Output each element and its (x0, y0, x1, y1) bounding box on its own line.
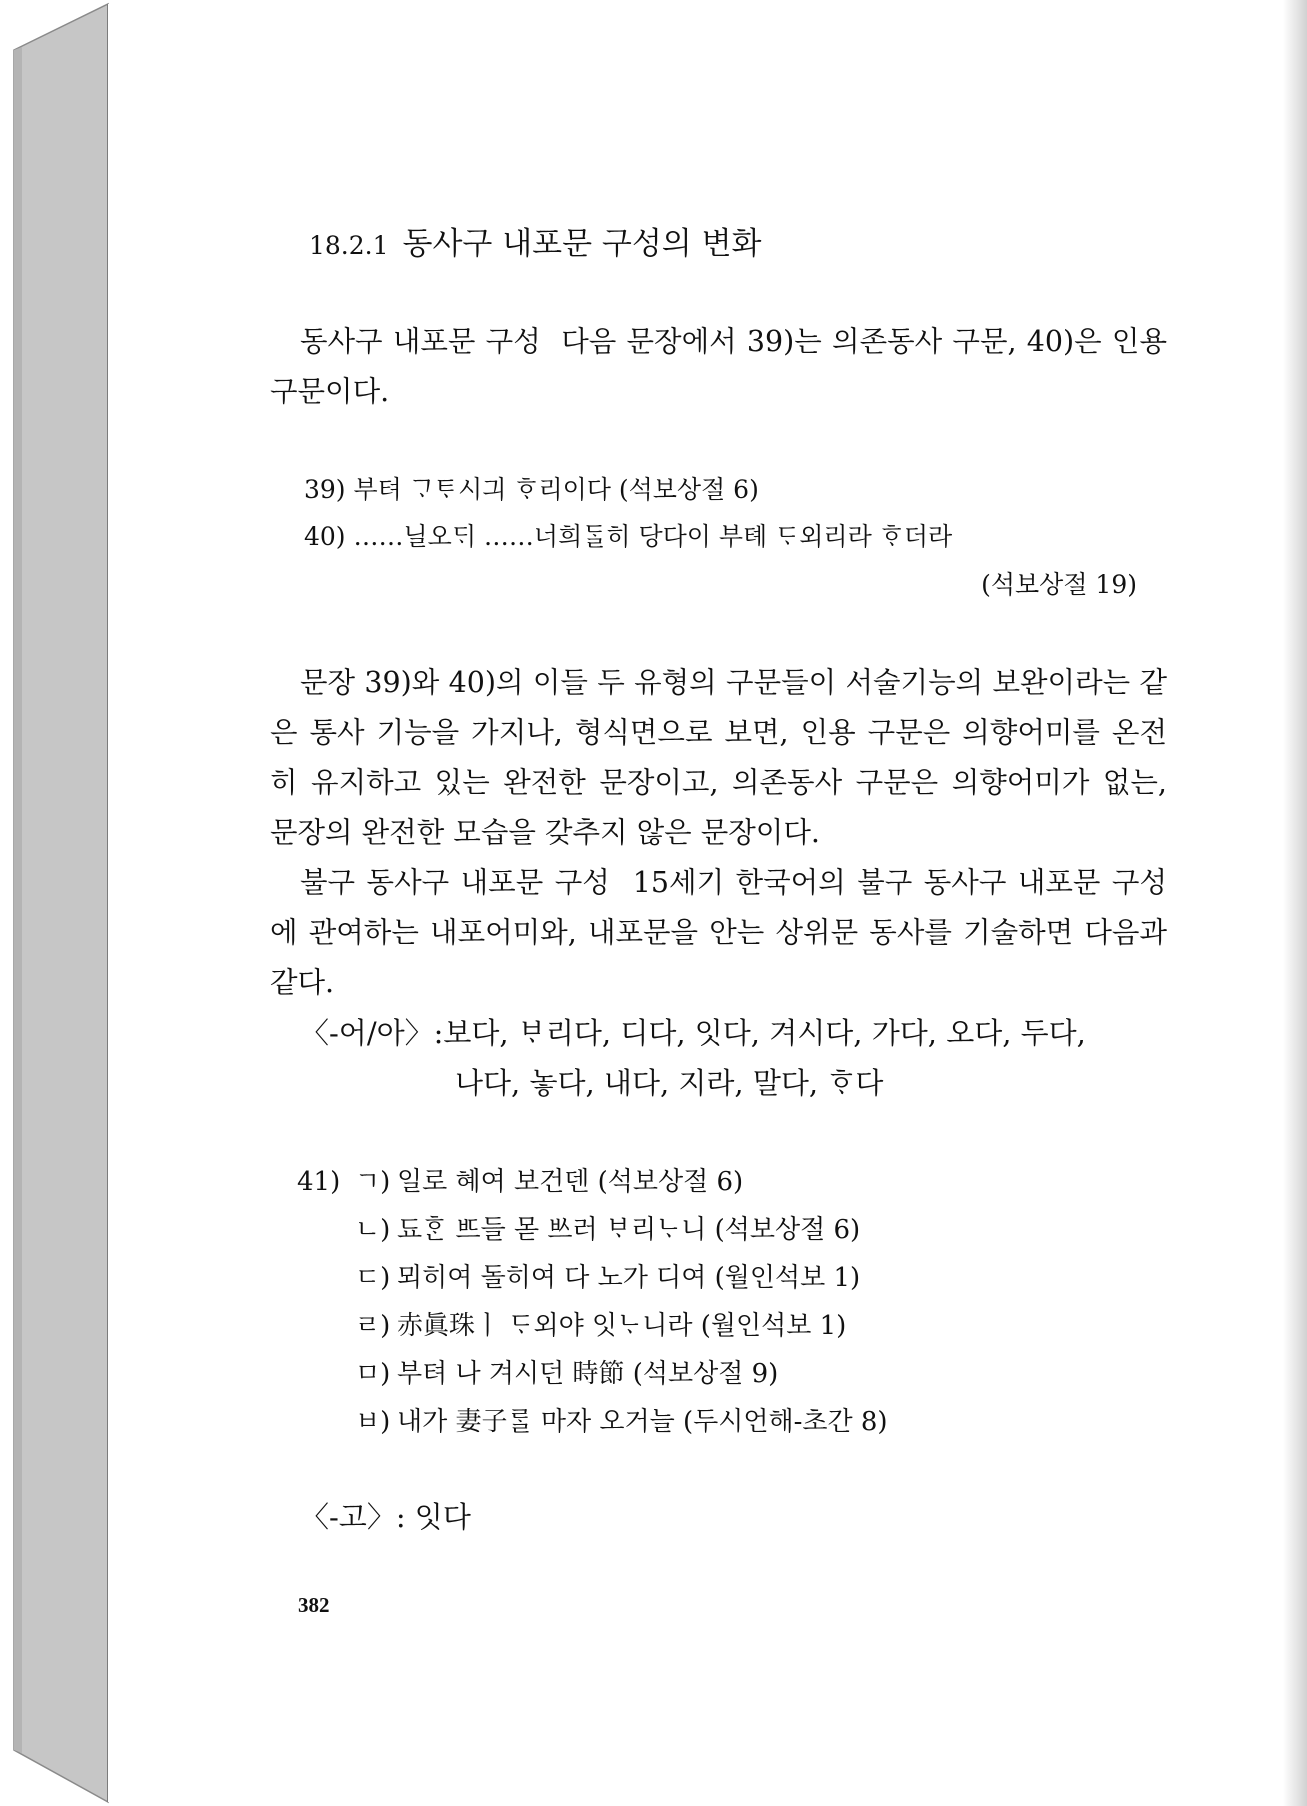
list-item (297, 1254, 888, 1302)
pattern-eo-continuation: 나다, 놓다, 내다, 지라, 말다, ᄒᆞ다 (455, 1066, 884, 1100)
pattern-go-line: 〈-고〉: 잇다 (300, 1500, 471, 1534)
example-text: 부텨 ᄀᆞᄐᆞ시긔 ᄒᆞ리이다 (석보상절 6) (353, 475, 759, 504)
list-item (297, 1158, 888, 1206)
paragraph-3 (270, 858, 1167, 1008)
item-marker: ㅂ) (355, 1407, 391, 1437)
pattern-eo-verbs: 보다, ᄇᆞ리다, 디다, 잇다, 겨시다, 가다, 오다, 두다, (443, 1016, 1086, 1050)
section-title (309, 218, 762, 263)
section-number: 18.2.1 (309, 231, 389, 260)
list-item (297, 1206, 888, 1254)
item-text: 赤眞珠ㅣ ᄃᆞ외야 잇ᄂᆞ니라 (월인석보 1) (397, 1311, 847, 1341)
example-39 (304, 470, 759, 506)
item-marker: ㄴ) (355, 1215, 391, 1245)
item-text: 부텨 나 겨시던 時節 (석보상절 9) (397, 1359, 779, 1389)
pattern-eo-line (300, 1011, 1086, 1052)
example-text: ……닐오ᄃᆡ ……너희ᄃᆞᆯ히 당다이 부톄 ᄃᆞ외리라 ᄒᆞ더라 (353, 522, 953, 551)
item-text: 일로 혜여 보건덴 (석보상절 6) (397, 1167, 744, 1197)
example-40 (304, 517, 952, 553)
example-40-citation: (석보상절 19) (981, 570, 1137, 599)
pattern-eo-label: 〈-어/아〉: (300, 1016, 444, 1050)
paragraph-1 (270, 317, 1167, 417)
list-item (297, 1302, 888, 1350)
para2-text: 문장 39)와 40)의 이들 두 유형의 구문들이 서술기능의 보완이라는 같은 통사 기능을 가지나, 형식면으로 보면, 인용 구문은 의향어미를 온전히 유지하고 있는 완전한 문장이고, 의존동사 구문은 의향어미가 없는, 문장의 완전한 모습을 갖추지 않은 문장이다. (270, 666, 1167, 849)
para3-heading: 불구 동사구 내포문 구성 (300, 866, 610, 899)
example-number: 39) (304, 475, 346, 504)
example-41-list (297, 1158, 888, 1446)
item-text: 내가 妻子ᄅᆞᆯ 마자 오거늘 (두시언해-초간 8) (397, 1407, 888, 1437)
section-heading: 동사구 내포문 구성의 변화 (402, 226, 762, 262)
list-item (297, 1350, 888, 1398)
para1-heading: 동사구 내포문 구성 (300, 325, 541, 358)
item-marker: ㄷ) (355, 1263, 391, 1293)
item-text: 됴ᄒᆞᆫ ᄠᅳ들 몯 ᄡᅳ러 ᄇᆞ리ᄂᆞ니 (석보상절 6) (397, 1215, 861, 1245)
item-marker: ㅁ) (355, 1359, 391, 1389)
page-number: 382 (298, 1593, 330, 1617)
item-marker: ㄹ) (355, 1311, 391, 1341)
item-marker: ㄱ) (355, 1167, 391, 1197)
paragraph-2 (270, 658, 1167, 858)
item-text: 뫼히여 돌히여 다 노가 디여 (월인석보 1) (397, 1263, 861, 1293)
page-shadow (1283, 0, 1307, 1806)
example-number: 41) (297, 1167, 341, 1197)
para1-text: 다음 문장에서 39)는 의존동사 구문, 40)은 인용 구문이다. (270, 325, 1167, 408)
example-number: 40) (304, 522, 346, 551)
list-item (297, 1398, 888, 1446)
para3-text: 15세기 한국어의 불구 동사구 내포문 구성에 관여하는 내포어미와, 내포문을 안는 상위문 동사를 기술하면 다음과 같다. (270, 866, 1167, 999)
